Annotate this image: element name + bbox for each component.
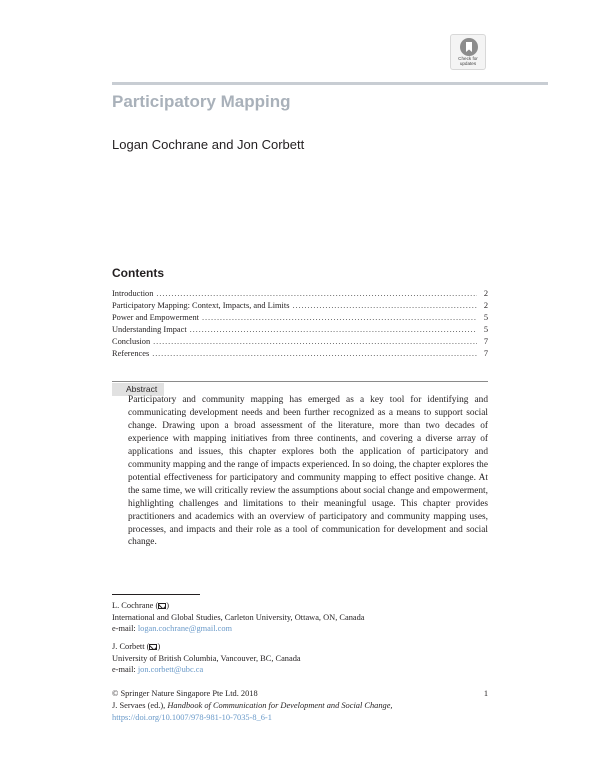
toc-entry-page[interactable]: 5: [483, 313, 488, 322]
toc-leader: [202, 312, 477, 324]
envelope-icon: [158, 603, 166, 609]
chapter-title: Participatory Mapping: [112, 92, 291, 111]
toc-entry-page[interactable]: 7: [483, 349, 488, 358]
toc-leader: [152, 348, 477, 360]
footnote-affiliation: University of British Columbia, Vancouver, BC, Canada: [112, 653, 301, 663]
envelope-icon: [149, 644, 157, 650]
toc-entry-title[interactable]: Power and Empowerment: [112, 313, 199, 322]
contents-heading: Contents: [112, 266, 164, 280]
toc-entry-page[interactable]: 7: [483, 337, 488, 346]
copyright: © Springer Nature Singapore Pte Ltd. 2018: [112, 689, 258, 698]
toc-entry[interactable]: [112, 336, 488, 348]
abstract-label: Abstract: [112, 383, 164, 396]
author-footnote-corbett: [112, 641, 301, 676]
abstract-text: Participatory and community mapping has emerged as a key tool for identifying and communicating development needs and been further recognized as a means to support social change. Drawing upon a broad assessment of the literature, more than two decades of experience with mapping initiatives from three continents, and covering a diverse array of applications and issues, this chapter explores both the application of participatory and community mapping and the range of impacts experienced. In so doing, the chapter explores the potential effectiveness for participatory and community mapping to effect positive change. At the same time, we will critically review the assumptions about social change and empowerment, highlighting challenges and limitations to their meaningful usage. This chapter provides practitioners and academics with an overview of participatory and community mapping uses, processes, and impacts and their role as a tool of communication for development and social change.: [128, 395, 488, 548]
toc-entry-title[interactable]: Understanding Impact: [112, 325, 187, 334]
footnote-rule: [112, 594, 200, 595]
title-rule: [112, 82, 548, 85]
footnote-name-line: L. Cochrane ( ): [112, 601, 170, 610]
toc-entry[interactable]: [112, 300, 488, 312]
toc-leader: [156, 288, 477, 300]
table-of-contents: [112, 288, 488, 360]
page-number: 1: [483, 689, 488, 698]
authors: Logan Cochrane and Jon Corbett: [112, 137, 305, 152]
toc-entry-page[interactable]: 5: [483, 325, 488, 334]
doi-link[interactable]: https://doi.org/10.1007/978-981-10-7035-8_6-1: [112, 712, 272, 722]
footnote-affiliation: International and Global Studies, Carleton University, Ottawa, ON, Canada: [112, 612, 365, 622]
email-link[interactable]: logan.cochrane@gmail.com: [137, 624, 233, 633]
citation: J. Servaes (ed.), Handbook of Communication for Development and Social Change,: [112, 700, 393, 710]
badge-label: Check for updates: [458, 56, 478, 66]
author-footnote-cochrane: [112, 600, 365, 635]
abstract-rule: [112, 381, 488, 382]
toc-entry-title[interactable]: Conclusion: [112, 337, 151, 346]
toc-entry[interactable]: [112, 348, 488, 360]
toc-leader: [292, 300, 477, 312]
toc-leader: [190, 324, 477, 336]
toc-entry-title[interactable]: References: [112, 349, 150, 358]
bookmark-icon: [460, 38, 478, 56]
toc-leader: [153, 336, 477, 348]
footnote-email-line: e-mail: jon.corbett@ubc.ca: [112, 665, 204, 674]
footnote-name-line: J. Corbett ( ): [112, 642, 161, 651]
toc-entry-title[interactable]: Participatory Mapping: Context, Impacts, and Limits: [112, 301, 290, 310]
toc-entry-title[interactable]: Introduction: [112, 289, 154, 298]
toc-entry-page[interactable]: 2: [483, 301, 488, 310]
bottom-matter: [112, 688, 488, 723]
toc-entry[interactable]: [112, 324, 488, 336]
check-for-updates-badge[interactable]: [450, 34, 486, 70]
toc-entry[interactable]: [112, 288, 488, 300]
email-link[interactable]: jon.corbett@ubc.ca: [137, 665, 204, 674]
toc-entry-page[interactable]: 2: [483, 289, 488, 298]
toc-entry[interactable]: [112, 312, 488, 324]
footnote-email-line: e-mail: logan.cochrane@gmail.com: [112, 624, 233, 633]
